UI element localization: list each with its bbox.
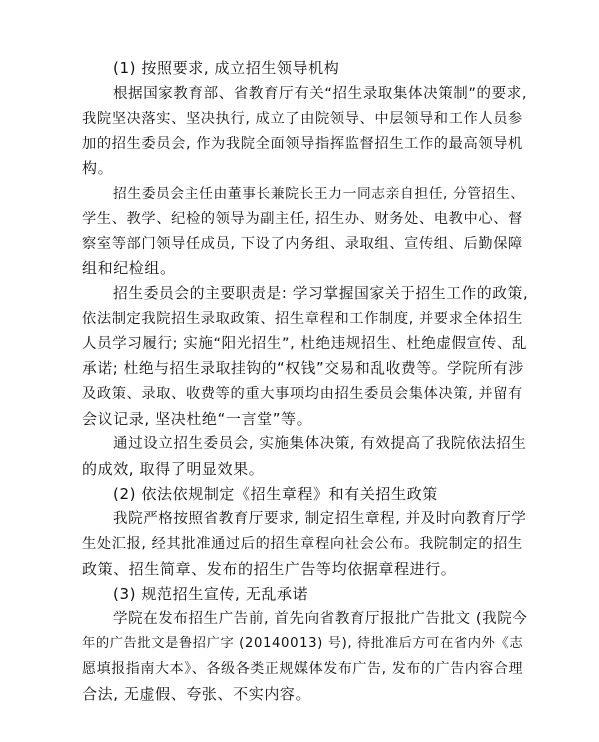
paragraph-line: 愿填报指南大本》、各级各类正规媒体发布广告, 发布的广告内容合理 <box>82 661 524 677</box>
paragraph-line: 我院严格按照省教育厅要求, 制定招生章程, 并及时向教育厅学 <box>113 511 527 527</box>
paragraph-line: 承诺; 杜绝与招生录取挂钩的“权钱”交易和乱收费等。学院所有涉 <box>82 360 524 377</box>
paragraph-line: 构。 <box>82 159 114 177</box>
paragraph-line: 会议记录, 坚决杜绝“一言堂”等。 <box>82 410 313 428</box>
paragraph-line: 政策、招生简章、发布的招生广告等均依据章程进行。 <box>82 560 457 578</box>
paragraph-line: 招生委员会的主要职责是: 学习掌握国家关于招生工作的政策, <box>113 285 529 302</box>
paragraph-line: 学院在发布招生广告前, 首先向省教育厅报批广告批文 (我院今 <box>113 611 528 627</box>
paragraph-line: 及政策、录取、收费等的重大事项均由招生委员会集体决策, 并留有 <box>82 386 523 402</box>
paragraph-line: 组和纪检组。 <box>82 259 176 277</box>
paragraph-line: 人员学习履行; 实施“阳光招生”, 杜绝违规招生、杜绝虚假宣传、乱 <box>82 336 528 352</box>
paragraph-line: 加的招生委员会, 作为我院全面领导指挥监督招生工作的最高领导机 <box>82 136 523 152</box>
paragraph-line: 合法, 无虚假、夸张、不实内容。 <box>82 685 312 703</box>
paragraph-line: 根据国家教育部、省教育厅有关“招生录取集体决策制”的要求, <box>113 86 528 102</box>
paragraph-line: 通过设立招生委员会, 实施集体决策, 有效提高了我院依法招生 <box>113 436 527 452</box>
paragraph-line: 生处汇报, 经其批准通过后的招生章程向社会公布。我院制定的招生 <box>82 536 523 552</box>
section-heading-3: (3) 规范招生宣传, 无乱承诺 <box>113 585 309 603</box>
paragraph-line: 的成效, 取得了明显效果。 <box>82 460 265 478</box>
paragraph-line: 学生、教学、纪检的领导为副主任, 招生办、财务处、电教中心、督 <box>82 211 523 227</box>
section-heading-2: (2) 依法依规制定《招生章程》和有关招生政策 <box>113 485 438 503</box>
paragraph-line: 察室等部门领导任成员, 下设了内务组、录取组、宣传组、后勤保障 <box>82 236 523 252</box>
paragraph-line: 招生委员会主任由董事长兼院长王力一同志亲自担任, 分管招生、 <box>113 186 525 202</box>
section-heading-1: (1) 按照要求, 成立招生领导机构 <box>113 59 340 77</box>
paragraph-line: 依法制定我院招生录取政策、招生章程和工作制度, 并要求全体招生 <box>82 311 523 327</box>
paragraph-line: 我院坚决落实、坚决执行, 成立了由院领导、中层领导和工作人员参 <box>82 111 523 127</box>
paragraph-line: 年的广告批文是鲁招广字 (20140013) 号), 待批准后方可在省内外《志 <box>82 636 524 651</box>
